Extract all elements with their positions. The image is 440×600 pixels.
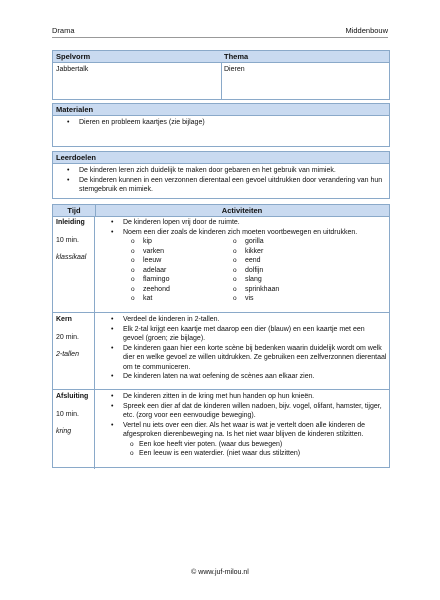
activity-item: • Verdeel de kinderen in 2-tallen. (97, 315, 387, 325)
time-cell (53, 390, 95, 469)
activity-item: • Elk 2-tal krijgt een kaartje met daarop een dier (blauw) en een kaartje met een gevoel (groen; zie bijlage). (97, 325, 387, 344)
animal-item: o gorilla (233, 237, 279, 247)
phase-duration: 10 min. (56, 236, 79, 244)
thema-heading: Thema (221, 51, 389, 63)
example-statements (97, 440, 387, 459)
thema-column (221, 51, 389, 99)
header-divider (52, 37, 388, 38)
activity-item: • Noem een dier zoals de kinderen zich moeten voortbewegen en uitdrukken. (97, 228, 387, 238)
phase-duration: 20 min. (56, 333, 79, 341)
footer-copyright: © www.juf-milou.nl (191, 569, 249, 576)
animal-item: o adelaar (131, 266, 170, 276)
spelvorm-thema-table (52, 50, 390, 100)
activity-list (97, 315, 387, 382)
animal-item: o kat (131, 294, 170, 304)
leerdoelen-section (52, 151, 390, 199)
animal-item: o slang (233, 275, 279, 285)
phase-name: Kern (56, 316, 72, 323)
column-header-activiteiten: Activiteiten (221, 206, 263, 215)
materialen-list (53, 118, 389, 128)
activity-cell (95, 390, 389, 469)
materialen-section (52, 103, 390, 147)
animal-item: o varken (131, 247, 170, 257)
phase-name: Afsluiting (56, 393, 89, 400)
spelvorm-heading: Spelvorm (53, 51, 221, 63)
leerdoelen-item: • De kinderen leren zich duidelijk te maken door gebaren en het gebruik van mimiek. (53, 166, 389, 176)
animal-item: o kikker (233, 247, 279, 257)
thema-value: Dieren (224, 66, 245, 73)
animal-column-right (233, 237, 279, 304)
header-subject: Drama (52, 26, 75, 35)
leerdoelen-heading: Leerdoelen (53, 152, 389, 164)
animal-item: o sprinkhaan (233, 285, 279, 295)
animal-item: o flamingo (131, 275, 170, 285)
phase-grouping: 2-tallen (56, 351, 79, 358)
table-row-inleiding (53, 216, 389, 313)
phase-duration: 10 min. (56, 410, 79, 418)
table-row-afsluiting (53, 390, 389, 469)
animal-item: o leeuw (131, 256, 170, 266)
leerdoelen-list (53, 166, 389, 195)
animal-list (131, 237, 387, 317)
activity-item: • Vertel nu iets over een dier. Als het waar is wat je vertelt doen alle kinderen de afgesproken dierenbeweging na. Is het niet waar blijven de kinderen stilzitten. (97, 421, 387, 440)
spelvorm-column (53, 51, 222, 99)
activity-item: • De kinderen laten na wat oefening de scènes aan elkaar zien. (97, 372, 387, 382)
table-row-kern (53, 313, 389, 390)
activity-item: • De kinderen gaan hier een korte scène bij bedenken waarin duidelijk wordt om welk dier en welke gevoel ze willen uitdrukken. Ze gebruiken een zelfverzonnen dierentaal om te communiceren. (97, 344, 387, 373)
activity-cell (95, 313, 389, 389)
animal-item: o dolfijn (233, 266, 279, 276)
example-statement: o Een leeuw is een waterdier. (niet waar dus stilzitten) (97, 449, 387, 459)
activity-item: • Spreek een dier af dat de kinderen willen nadoen, bijv. vogel, olifant, hamster, tijger, etc. (zorg voor een eenvoudige beweging). (97, 402, 387, 421)
column-header-tijd: Tijd (53, 205, 96, 216)
phase-grouping: klassikaal (56, 254, 87, 261)
spelvorm-value: Jabbertalk (56, 66, 89, 73)
animal-column-left (131, 237, 170, 304)
activity-list (97, 392, 387, 440)
leerdoelen-item: • De kinderen kunnen in een verzonnen dierentaal een gevoel uitdrukken door verandering van hun stemgebruik en mimiek. (53, 176, 389, 195)
materialen-heading: Materialen (53, 104, 389, 116)
materialen-item: • Dieren en probleem kaartjes (zie bijlage) (53, 118, 389, 128)
activity-item: • De kinderen lopen vrij door de ruimte. (97, 218, 387, 228)
animal-item: o kip (131, 237, 170, 247)
header-group: Middenbouw (345, 26, 388, 35)
time-cell (53, 216, 95, 312)
activity-list (97, 218, 387, 237)
phase-name: Inleiding (56, 219, 85, 226)
time-cell (53, 313, 95, 389)
phase-grouping: kring (56, 428, 72, 435)
animal-item: o eend (233, 256, 279, 266)
activity-item: • De kinderen zitten in de kring met hun handen op hun knieën. (97, 392, 387, 402)
activity-cell (95, 216, 389, 312)
example-statement: o Een koe heeft vier poten. (waar dus bewegen) (97, 440, 387, 450)
animal-item: o zeehond (131, 285, 170, 295)
animal-item: o vis (233, 294, 279, 304)
activiteiten-table (52, 204, 390, 468)
